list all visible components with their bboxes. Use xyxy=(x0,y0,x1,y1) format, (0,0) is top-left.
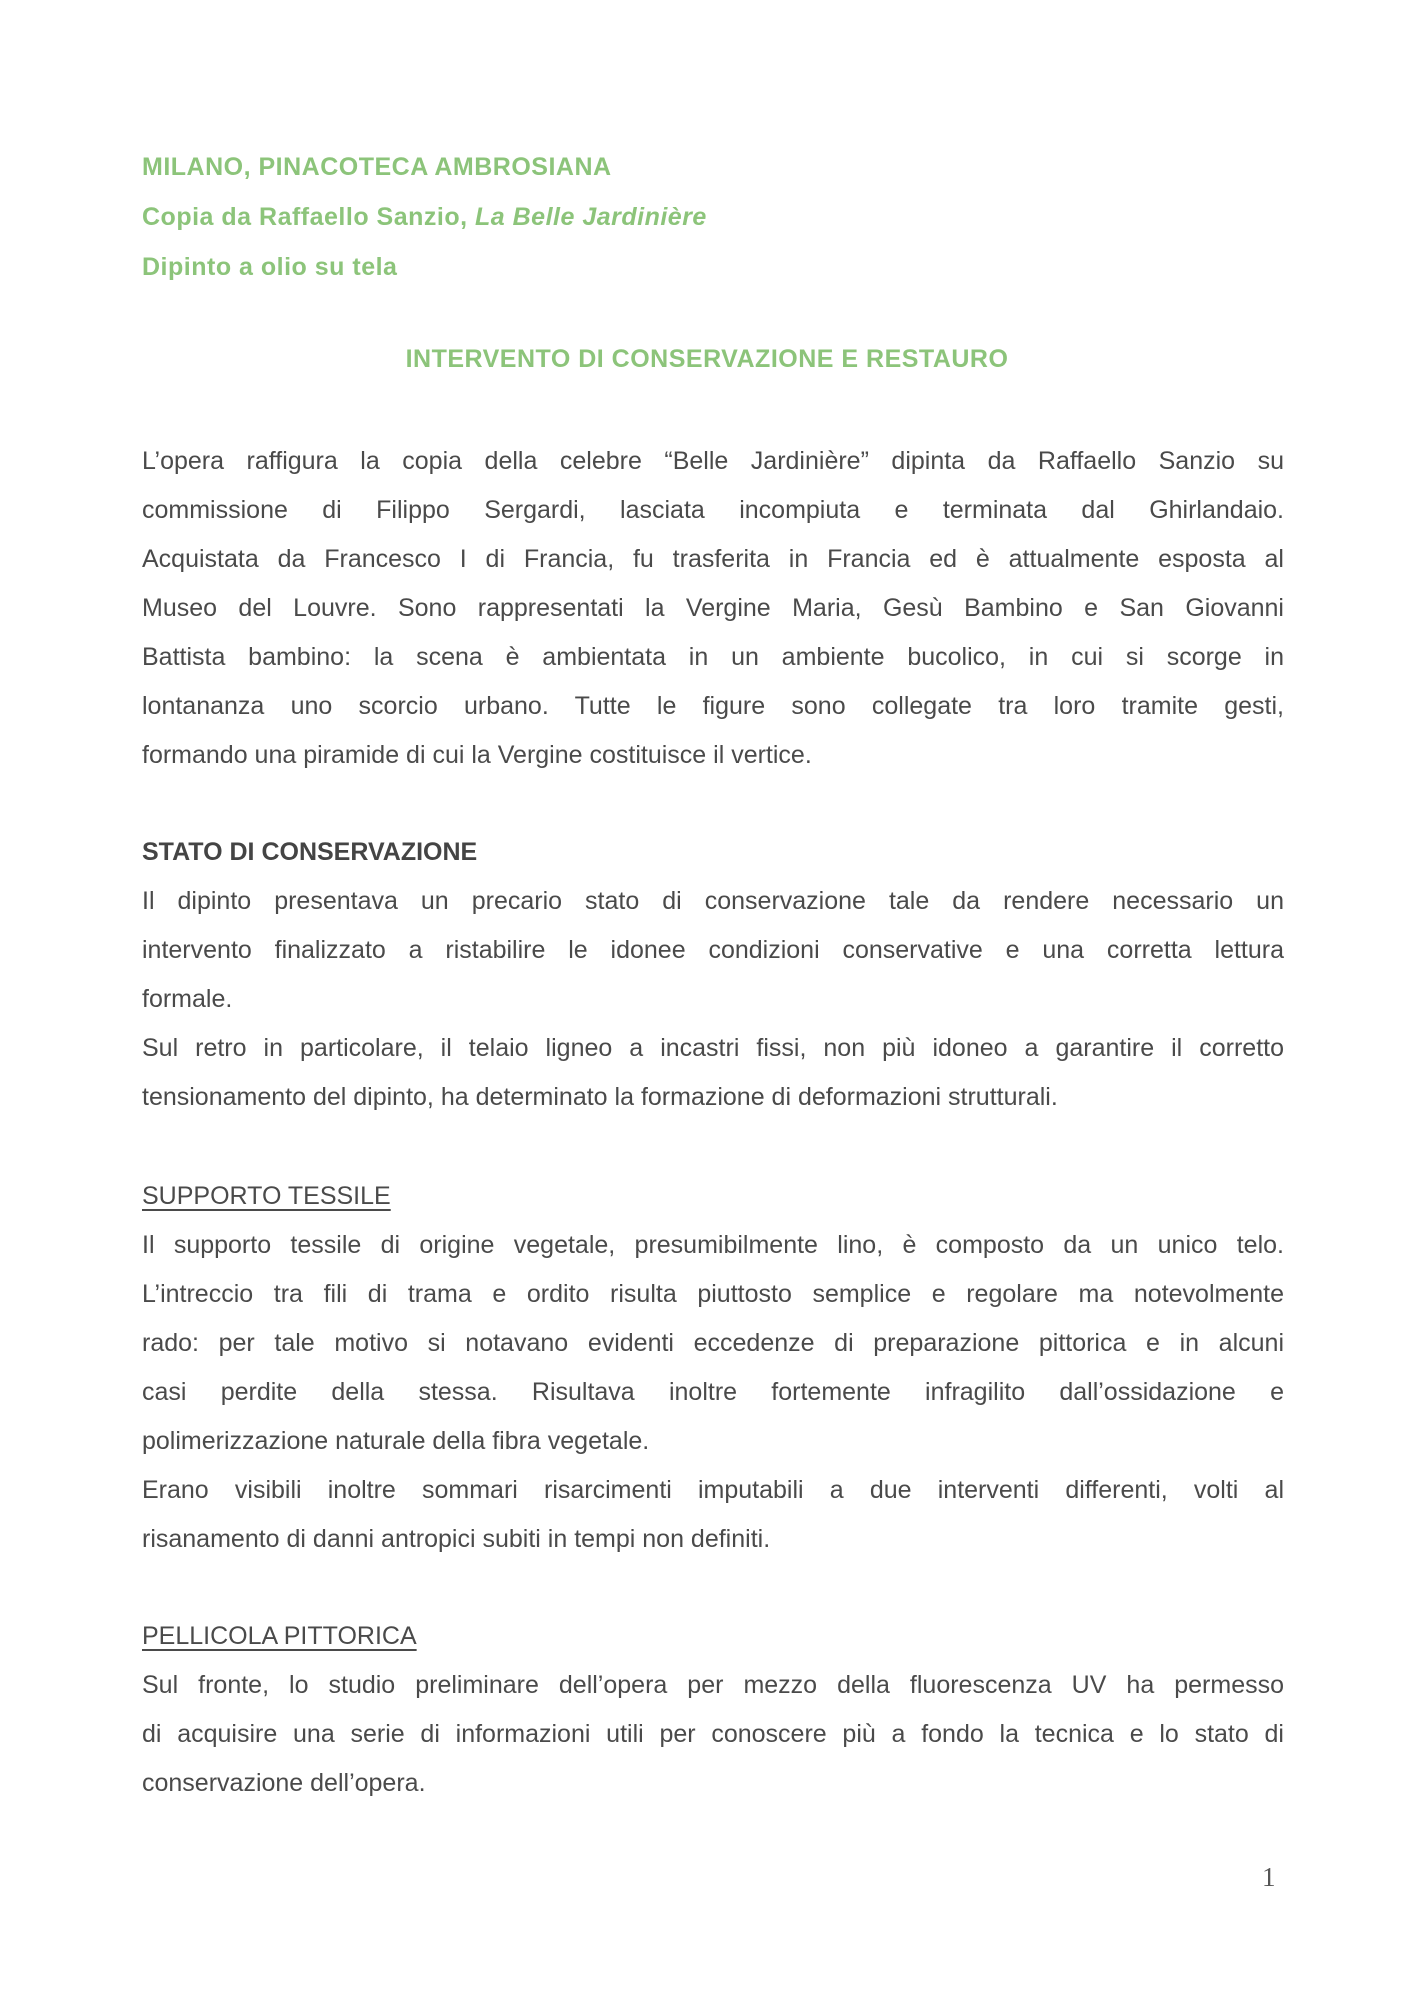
header-subject xyxy=(142,203,707,232)
header-subject-title: La Belle Jardinière xyxy=(475,203,707,231)
text-line: L’opera raffigura la copia della celebre “Belle Jardinière” dipinta da Raffaello Sanzio su xyxy=(142,447,1284,475)
section-pellicola xyxy=(142,1612,1284,1808)
text-line: tensionamento del dipinto, ha determinato la formazione di deformazioni strutturali. xyxy=(142,1083,1058,1111)
section-supporto xyxy=(142,1172,1284,1564)
page-number: 1 xyxy=(1262,1862,1276,1892)
text-line: Erano visibili inoltre sommari risarcimenti imputabili a due interventi differenti, volti al xyxy=(142,1476,1284,1504)
intro-paragraph xyxy=(142,437,1284,780)
text-line: L’intreccio tra fili di trama e ordito risulta piuttosto semplice e regolare ma notevolmente xyxy=(142,1280,1284,1308)
text-line: Sul retro in particolare, il telaio ligneo a incastri fissi, non più idoneo a garantire il corretto xyxy=(142,1034,1284,1062)
header-location: MILANO, PINACOTECA AMBROSIANA xyxy=(142,153,612,181)
section-stato xyxy=(142,828,1284,1122)
text-line: lontananza uno scorcio urbano. Tutte le figure sono collegate tra loro tramite gesti, xyxy=(142,692,1284,720)
text-line: intervento finalizzato a ristabilire le idonee condizioni conservative e una corretta lettura xyxy=(142,936,1284,964)
text-line: commissione di Filippo Sergardi, lasciata incompiuta e terminata dal Ghirlandaio. xyxy=(142,496,1284,524)
text-line: Il supporto tessile di origine vegetale, presumibilmente lino, è composto da un unico telo. xyxy=(142,1231,1284,1259)
text-line: formando una piramide di cui la Vergine costituisce il vertice. xyxy=(142,741,812,769)
text-line: casi perdite della stessa. Risultava inoltre fortemente infragilito dall’ossidazione e xyxy=(142,1378,1284,1406)
section-heading-pellicola: PELLICOLA PITTORICA xyxy=(142,1622,417,1650)
text-line: formale. xyxy=(142,985,233,1013)
text-line: conservazione dell’opera. xyxy=(142,1769,426,1797)
text-line: Museo del Louvre. Sono rappresentati la Vergine Maria, Gesù Bambino e San Giovanni xyxy=(142,594,1284,622)
text-line: Battista bambino: la scena è ambientata in un ambiente bucolico, in cui si scorge in xyxy=(142,643,1284,671)
section-heading-supporto: SUPPORTO TESSILE xyxy=(142,1182,391,1210)
text-line: Il dipinto presentava un precario stato di conservazione tale da rendere necessario un xyxy=(142,887,1284,915)
text-line: Acquistata da Francesco I di Francia, fu trasferita in Francia ed è attualmente esposta al xyxy=(142,545,1284,573)
text-line: polimerizzazione naturale della fibra vegetale. xyxy=(142,1427,650,1455)
text-line: di acquisire una serie di informazioni utili per conoscere più a fondo la tecnica e lo stato di xyxy=(142,1720,1284,1748)
page-title: INTERVENTO DI CONSERVAZIONE E RESTAURO xyxy=(405,345,1009,373)
header-medium: Dipinto a olio su tela xyxy=(142,253,398,281)
section-heading-stato: STATO DI CONSERVAZIONE xyxy=(142,838,478,866)
text-line: rado: per tale motivo si notavano evidenti eccedenze di preparazione pittorica e in alcuni xyxy=(142,1329,1284,1357)
text-line: risanamento di danni antropici subiti in tempi non definiti. xyxy=(142,1525,771,1553)
text-line: Sul fronte, lo studio preliminare dell’opera per mezzo della fluorescenza UV ha permesso xyxy=(142,1671,1284,1699)
header-subject-prefix: Copia da Raffaello Sanzio, xyxy=(142,203,475,231)
